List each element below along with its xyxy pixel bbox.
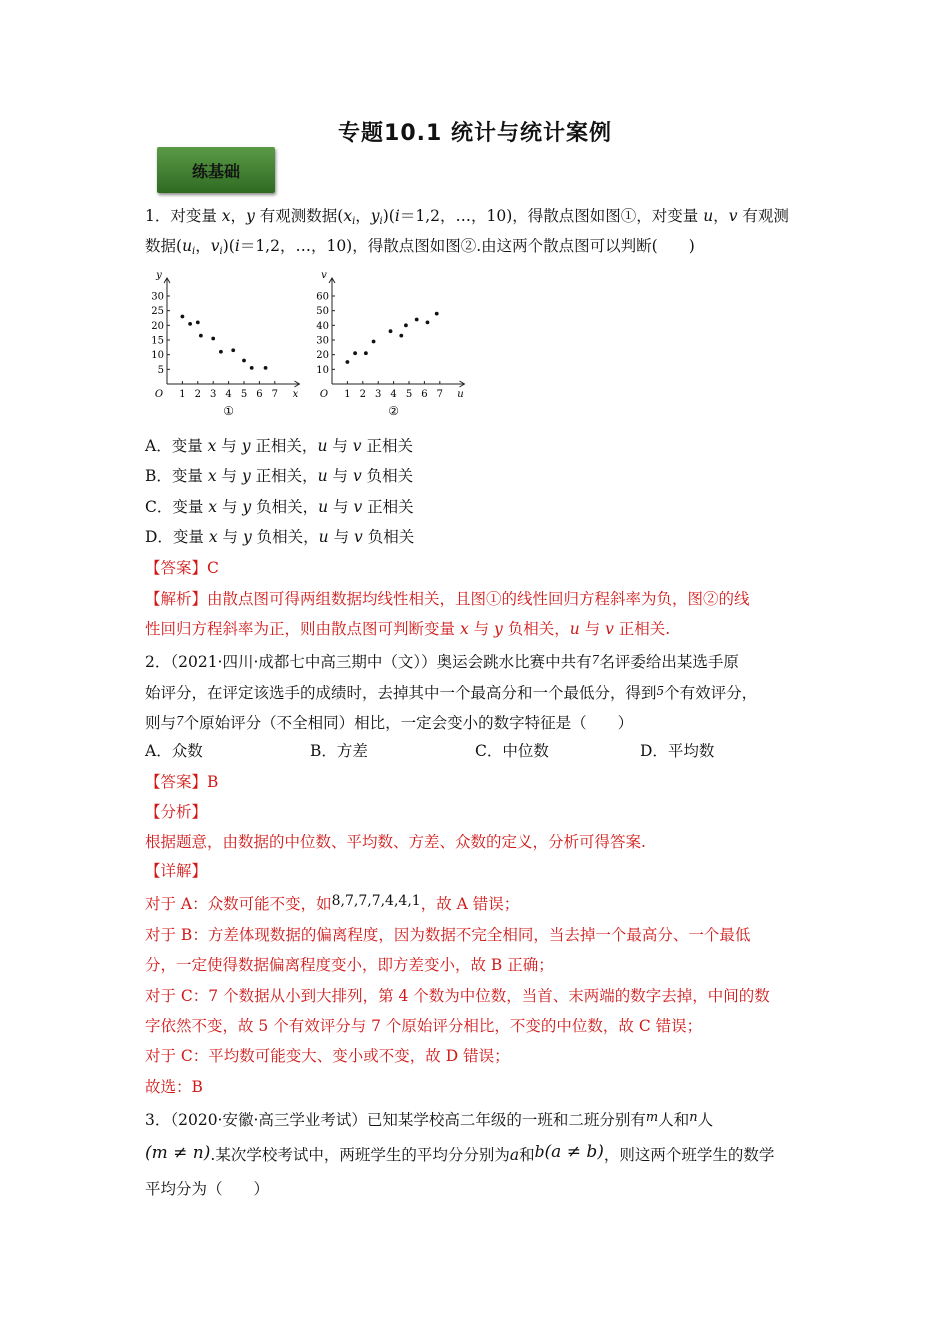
q1-analysis-line2: 性回归方程斜率为正，则由散点图可判断变量 x 与 y 负相关，u 与 v 正相关. xyxy=(145,620,671,638)
x-tick-label: 7 xyxy=(436,389,443,400)
scatter-point xyxy=(264,366,268,370)
scatter-chart-2 xyxy=(310,264,475,424)
scatter-point xyxy=(399,334,403,338)
scatter-point xyxy=(353,351,357,355)
q2-option-c: C．中位数 xyxy=(475,742,549,760)
q2-detail-d: 对于 C：平均数可能变大、变小或不变，故 D 错误； xyxy=(145,1047,510,1065)
scatter-point xyxy=(404,323,408,327)
q3-line1: 3．（2020·安徽·高三学业考试）已知某学校高二年级的一班和二班分别有$^m$人和$^n$人 xyxy=(145,1110,714,1129)
y-tick-label: 30 xyxy=(151,291,164,303)
q2-line2: 始评分，在评定该选手的成绩时，去掉其中一个最高分和一个最低分，得到5个有效评分， xyxy=(145,684,758,702)
q2-detail-heading: 【详解】 xyxy=(145,862,208,880)
q1-option-c: C．变量 x 与 y 负相关，u 与 v 正相关 xyxy=(145,498,414,516)
origin-label: O xyxy=(319,389,329,400)
q2-detail-b-line2: 分，一定使得数据偏离程度变小，即方差变小，故 B 正确； xyxy=(145,956,554,974)
x-axis-label: x xyxy=(292,389,299,400)
y-tick-label: 40 xyxy=(316,320,329,332)
q3-line2: (m ≠ n).某次学校考试中，两班学生的平均分分别为a和b(a ≠ b)，则这两个班学生的数学 xyxy=(145,1142,775,1164)
x-tick-label: 6 xyxy=(421,389,428,400)
x-tick-label: 1 xyxy=(344,389,351,400)
q2-line3: 则与7个原始评分（不全相同）相比，一定会变小的数字特征是（ ） xyxy=(145,714,634,732)
x-tick-label: 4 xyxy=(390,389,397,400)
q2-detail-b-line1: 对于 B：方差体现数据的偏离程度，因为数据不完全相同，当去掉一个最高分、一个最低 xyxy=(145,926,751,944)
origin-label: O xyxy=(154,389,164,400)
q2-option-b: B．方差 xyxy=(310,742,368,760)
y-tick-label: 50 xyxy=(316,306,329,318)
q2-line1: 2．（2021·四川·成都七中高三期中（文））奥运会跳水比赛中共有7名评委给出某选手原 xyxy=(145,653,739,671)
scatter-point xyxy=(231,348,235,352)
y-tick-label: 30 xyxy=(316,335,329,347)
scatter-point xyxy=(426,321,430,325)
x-tick-label: 4 xyxy=(225,389,232,400)
scatter-point xyxy=(199,334,203,338)
x-tick-label: 7 xyxy=(271,389,278,400)
x-tick-label: 3 xyxy=(375,389,382,400)
y-tick-label: 15 xyxy=(151,335,164,347)
y-tick-label: 20 xyxy=(316,350,329,362)
x-tick-label: 3 xyxy=(210,389,217,400)
q2-option-d: D．平均数 xyxy=(640,742,715,760)
x-tick-label: 6 xyxy=(256,389,263,400)
scatter-point xyxy=(188,322,192,326)
q2-option-a: A．众数 xyxy=(145,742,203,760)
q2-detail-c-line1: 对于 C：7 个数据从小到大排列，第 4 个数为中位数，当首、末两端的数字去掉，中间的数 xyxy=(145,987,770,1005)
scatter-point xyxy=(250,366,254,370)
y-axis-label: v xyxy=(321,270,327,281)
scatter-point xyxy=(364,351,368,355)
scatter-point xyxy=(219,350,223,354)
q3-line3: 平均分为（ ） xyxy=(145,1180,270,1198)
q2-analysis-heading: 【分析】 xyxy=(145,803,208,821)
scatter-point xyxy=(389,329,393,333)
y-tick-label: 10 xyxy=(316,364,329,376)
x-tick-label: 2 xyxy=(194,389,201,400)
q1-option-d: D．变量 x 与 y 负相关，u 与 v 负相关 xyxy=(145,528,415,546)
x-axis-label: u xyxy=(457,389,464,400)
x-tick-label: 5 xyxy=(240,389,248,400)
scatter-point xyxy=(242,359,246,363)
q1-option-b: B．变量 x 与 y 正相关，u 与 v 负相关 xyxy=(145,467,414,485)
q1-answer: 【答案】C xyxy=(145,559,219,577)
chart-caption: ② xyxy=(388,404,399,418)
q1-option-a: A．变量 x 与 y 正相关，u 与 v 正相关 xyxy=(145,437,413,455)
scatter-point xyxy=(346,360,350,364)
q2-detail-a: 对于 A：众数可能不变，如8,7,7,7,4,4,1，故 A 错误； xyxy=(145,893,520,913)
scatter-point xyxy=(181,315,185,319)
q2-answer: 【答案】B xyxy=(145,773,219,791)
y-tick-label: 25 xyxy=(151,306,164,318)
chart-caption: ① xyxy=(223,404,234,418)
scatter-chart-1 xyxy=(145,264,310,424)
y-axis-label: y xyxy=(156,270,162,281)
scatter-point xyxy=(372,340,376,344)
section-tag: 练基础 xyxy=(157,147,275,193)
scatter-point xyxy=(435,312,439,316)
page-title: 专题10.1 统计与统计案例 xyxy=(338,121,612,146)
x-tick-label: 2 xyxy=(359,389,366,400)
q1-line2: 数据($u_i$，$v_i)(i=1,2$，…，10)，得散点图如图②.由这两个散点图可以判断( ) xyxy=(145,237,695,257)
q2-detail-c-line2: 字依然不变，故 5 个有效评分与 7 个原始评分相比，不变的中位数，故 C 错误； xyxy=(145,1017,703,1035)
x-tick-label: 5 xyxy=(405,389,413,400)
scatter-point xyxy=(211,337,215,341)
q1-line1: 1．对变量 x，y 有观测数据($x_i$，$y_i)(i=1,2$，…，10)，得散点图如图①，对变量 u，v 有观测 xyxy=(145,207,789,227)
scatter-point xyxy=(415,318,419,322)
q1-analysis-line1: 【解析】由散点图可得两组数据均线性相关，且图①的线性回归方程斜率为负，图②的线 xyxy=(145,590,750,608)
q2-analysis: 根据题意，由数据的中位数、平均数、方差、众数的定义，分析可得答案. xyxy=(145,833,646,851)
scatter-point xyxy=(196,321,200,325)
y-tick-label: 60 xyxy=(316,291,329,303)
y-tick-label: 10 xyxy=(151,350,164,362)
y-tick-label: 5 xyxy=(157,364,164,376)
x-tick-label: 1 xyxy=(179,389,186,400)
q2-choice: 故选：B xyxy=(145,1078,203,1096)
y-tick-label: 20 xyxy=(151,320,164,332)
